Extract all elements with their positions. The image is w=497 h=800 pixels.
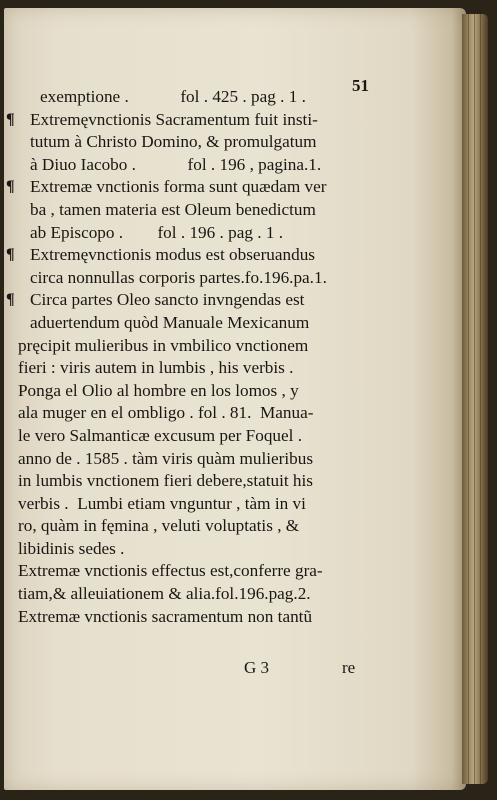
line-text: verbis . Lumbi etiam vnguntur , tàm in vi: [18, 493, 306, 513]
page-number: 51: [352, 76, 369, 95]
text-line: [14, 335, 384, 358]
text-line: [14, 267, 384, 290]
text-line: [14, 560, 384, 583]
paragraph-mark: ¶: [6, 246, 15, 264]
text-line: [14, 606, 384, 629]
text-line: [14, 222, 384, 245]
line-text: tutum à Christo Domino, & promulgatum: [30, 132, 317, 152]
line-text: Extremæ vnctionis forma sunt quædam ver: [30, 177, 327, 197]
text-line: [14, 380, 384, 403]
body-text: [6, 86, 384, 628]
text-line: [14, 470, 384, 493]
line-text: tiam,& alleuiationem & alia.fol.196.pag.2.: [18, 584, 311, 604]
page-edge: [462, 14, 488, 784]
line-text: Extremęvnctionis modus est obseruandus: [30, 245, 315, 265]
text-line: [14, 86, 384, 109]
line-text: ala muger en el ombligo . fol . 81. Manua-: [18, 403, 314, 423]
signature-mark: G 3: [244, 658, 270, 677]
text-line: [6, 109, 384, 132]
text-line: [6, 176, 384, 199]
catchword: re: [342, 658, 356, 677]
text-line: [14, 312, 384, 335]
line-text: fieri : viris autem in lumbis , his verbis .: [18, 358, 294, 378]
text-line: [14, 131, 384, 154]
line-text: ab Episcopo . fol . 196 . pag . 1 .: [30, 222, 284, 242]
text-line: [14, 402, 384, 425]
text-line: [14, 583, 384, 606]
paragraph-mark: ¶: [6, 178, 15, 196]
line-text: libidinis sedes .: [18, 538, 125, 558]
line-text: ba , tamen materia est Oleum benedictum: [30, 199, 316, 219]
line-text: pręcipit mulieribus in vmbilico vnctionem: [18, 335, 309, 355]
line-text: in lumbis vnctionem fieri debere,statuit his: [18, 471, 313, 491]
line-text: anno de . 1585 . tàm viris quàm mulieribus: [18, 448, 314, 468]
line-text: Circa partes Oleo sancto invngendas est: [30, 290, 305, 310]
line-text: Extremęvnctionis Sacramentum fuit insti-: [30, 109, 318, 129]
line-text: Extremæ vnctionis effectus est,conferre gra-: [18, 561, 323, 581]
line-text: Ponga el Olio al hombre en los lomos , y: [18, 380, 299, 400]
line-text: à Diuo Iacobo . fol . 196 , pagina.1.: [30, 154, 322, 174]
line-text: exemptione . fol . 425 . pag . 1 .: [40, 87, 306, 106]
page-footer: [0, 658, 462, 682]
text-line: [14, 493, 384, 516]
text-line: [14, 448, 384, 471]
line-text: aduertendum quòd Manuale Mexicanum: [30, 312, 310, 332]
line-text: circa nonnullas corporis partes.fo.196.pa.1.: [30, 267, 327, 287]
line-text: le vero Salmanticæ excusum per Foquel .: [18, 425, 303, 445]
text-line: [14, 425, 384, 448]
text-line: [6, 244, 384, 267]
line-text: ro, quàm in fęmina , veluti voluptatis , &: [18, 516, 300, 536]
text-line: [6, 289, 384, 312]
paragraph-mark: ¶: [6, 110, 15, 128]
text-line: [14, 357, 384, 380]
line-text: Extremæ vnctionis sacramentum non tantũ: [18, 606, 313, 626]
paragraph-mark: ¶: [6, 291, 15, 309]
text-line: [14, 538, 384, 561]
text-line: [14, 199, 384, 222]
text-line: [14, 515, 384, 538]
text-line: [14, 154, 384, 177]
